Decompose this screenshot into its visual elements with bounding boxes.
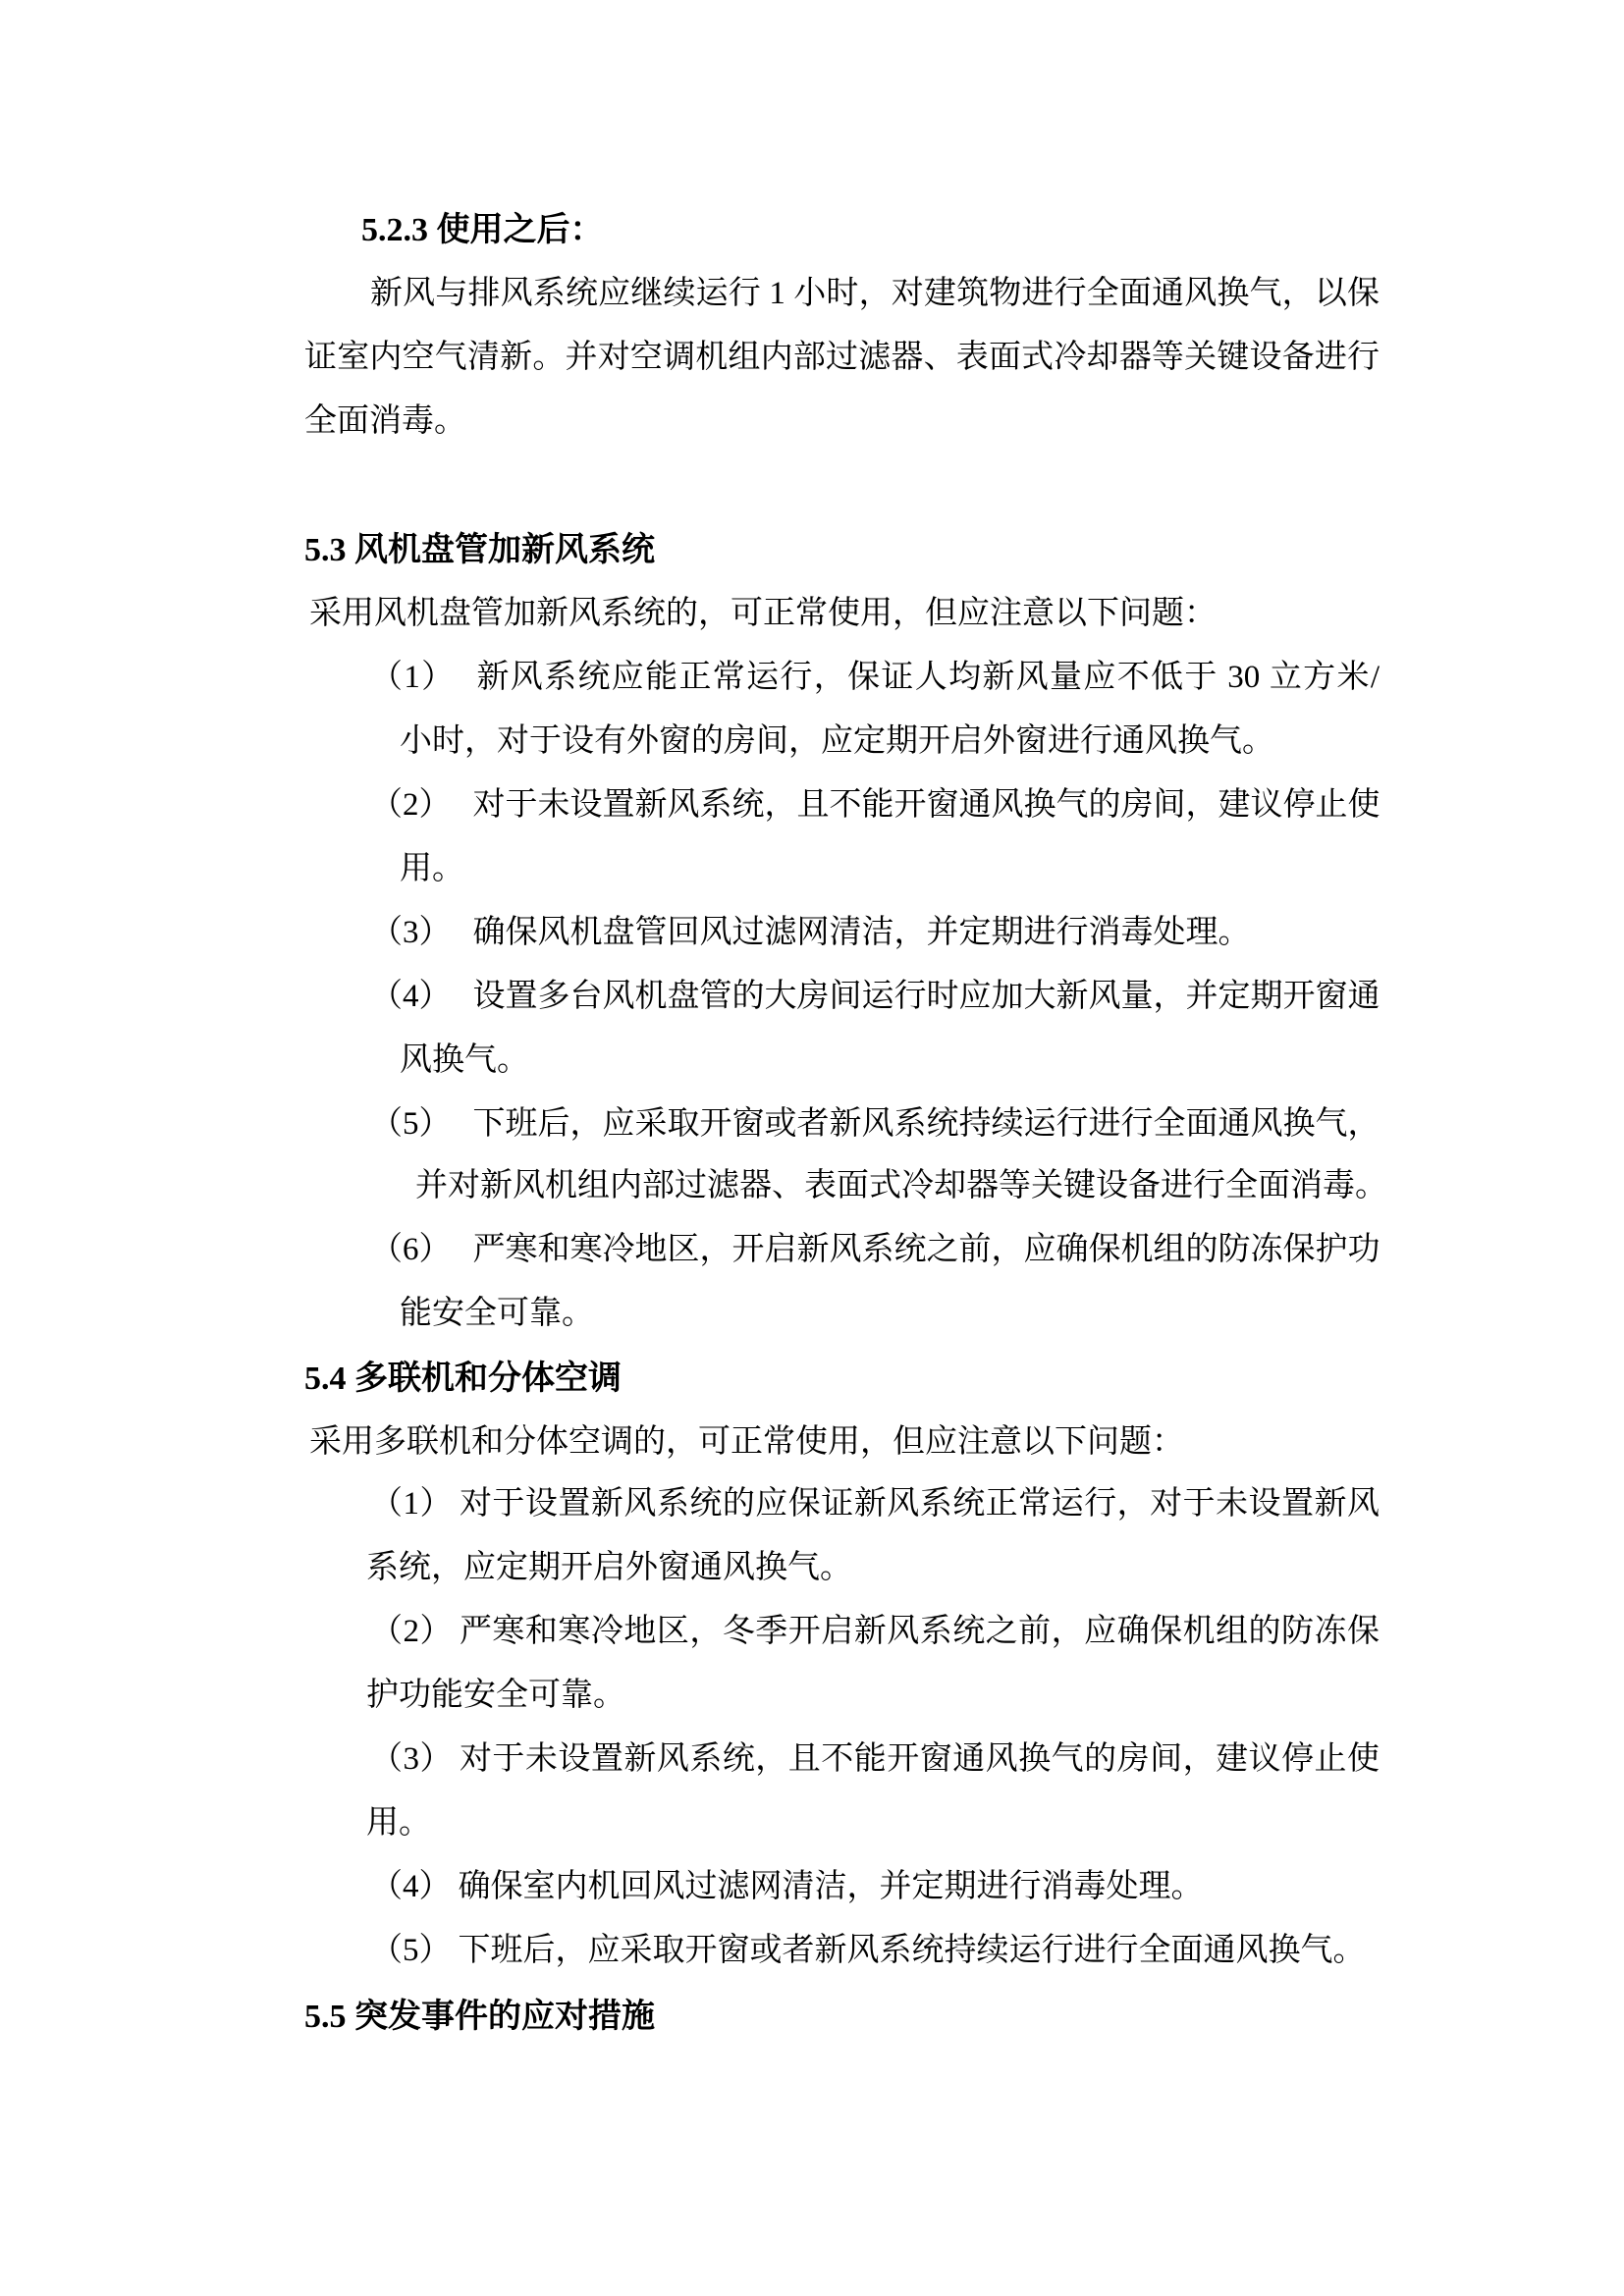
list-continuation-line: 用。 bbox=[366, 1805, 431, 1841]
list-marker: （5） bbox=[370, 1106, 452, 1142]
list-item-text: 确保风机盘管回风过滤网清洁，并定期进行消毒处理。 bbox=[472, 915, 1251, 950]
list-item-text: 严寒和寒冷地区，冬季开启新风系统之前，应确保机组的防冻保 bbox=[459, 1614, 1380, 1649]
list-continuation-line: 风换气。 bbox=[400, 1042, 529, 1078]
list-continuation-line: 护功能安全可靠。 bbox=[366, 1678, 625, 1713]
list-marker: （3） bbox=[370, 915, 452, 950]
list-marker: （4） bbox=[370, 979, 452, 1014]
list-continuation-line: 小时，对于设有外窗的房间，应定期开启外窗进行通风换气。 bbox=[400, 723, 1274, 759]
list-item-text: 对于设置新风系统的应保证新风系统正常运行，对于未设置新风 bbox=[459, 1486, 1380, 1522]
paragraph-line: 证室内空气清新。并对空调机组内部过滤器、表面式冷却器等关键设备进行 bbox=[304, 340, 1380, 375]
paragraph-line: 新风与排风系统应继续运行 1 小时，对建筑物进行全面通风换气，以保 bbox=[370, 276, 1380, 311]
list-item-line bbox=[370, 1871, 1204, 1903]
list-marker: （1） bbox=[370, 1486, 453, 1522]
list-item-line bbox=[370, 662, 1380, 694]
section-heading-5-5: 5.5 突发事件的应对措施 bbox=[304, 1999, 655, 2035]
list-item-line bbox=[370, 789, 1380, 822]
list-marker: （3） bbox=[370, 1741, 453, 1777]
list-item-line bbox=[370, 1108, 1380, 1141]
list-marker: （6） bbox=[370, 1232, 452, 1267]
list-item-line bbox=[370, 917, 1251, 949]
list-item-text: 下班后，应采取开窗或者新风系统持续运行进行全面通风换气， bbox=[472, 1106, 1380, 1142]
list-item-text: 下班后，应采取开窗或者新风系统持续运行进行全面通风换气。 bbox=[458, 1933, 1366, 1968]
list-item-line bbox=[370, 981, 1380, 1013]
intro-line: 采用风机盘管加新风系统的，可正常使用，但应注意以下问题： bbox=[309, 596, 1217, 631]
list-marker: （4） bbox=[370, 1869, 452, 1904]
list-continuation-line: 并对新风机组内部过滤器、表面式冷却器等关键设备进行全面消毒。 bbox=[415, 1168, 1387, 1203]
paragraph-line: 全面消毒。 bbox=[304, 403, 466, 439]
intro-line: 采用多联机和分体空调的，可正常使用，但应注意以下问题： bbox=[309, 1424, 1184, 1460]
list-item-text: 设置多台风机盘管的大房间运行时应加大新风量，并定期开窗通 bbox=[472, 979, 1380, 1014]
list-continuation-line: 系统，应定期开启外窗通风换气。 bbox=[366, 1550, 852, 1585]
list-item-line bbox=[370, 1935, 1366, 1967]
list-marker: （2） bbox=[370, 787, 452, 823]
list-item-line bbox=[370, 1488, 1380, 1521]
list-item-line bbox=[370, 1743, 1380, 1776]
list-continuation-line: 用。 bbox=[400, 851, 464, 886]
list-continuation-line: 能安全可靠。 bbox=[400, 1296, 594, 1331]
section-heading-5-4: 5.4 多联机和分体空调 bbox=[304, 1361, 622, 1397]
list-marker: （5） bbox=[370, 1933, 452, 1968]
section-heading-5-3: 5.3 风机盘管加新风系统 bbox=[304, 532, 655, 568]
list-item-text: 对于未设置新风系统，且不能开窗通风换气的房间，建议停止使 bbox=[472, 787, 1380, 823]
list-item-text: 新风系统应能正常运行，保证人均新风量应不低于 30 立方米/ bbox=[476, 660, 1380, 695]
list-marker: （2） bbox=[370, 1614, 453, 1649]
list-marker: （1） bbox=[370, 660, 456, 695]
list-item-line bbox=[370, 1616, 1380, 1648]
list-item-text: 确保室内机回风过滤网清洁，并定期进行消毒处理。 bbox=[458, 1869, 1204, 1904]
list-item-text: 严寒和寒冷地区，开启新风系统之前，应确保机组的防冻保护功 bbox=[472, 1232, 1380, 1267]
section-heading-5-2-3: 5.2.3 使用之后： bbox=[361, 212, 604, 248]
list-item-text: 对于未设置新风系统，且不能开窗通风换气的房间，建议停止使 bbox=[459, 1741, 1380, 1777]
list-item-line bbox=[370, 1234, 1380, 1266]
